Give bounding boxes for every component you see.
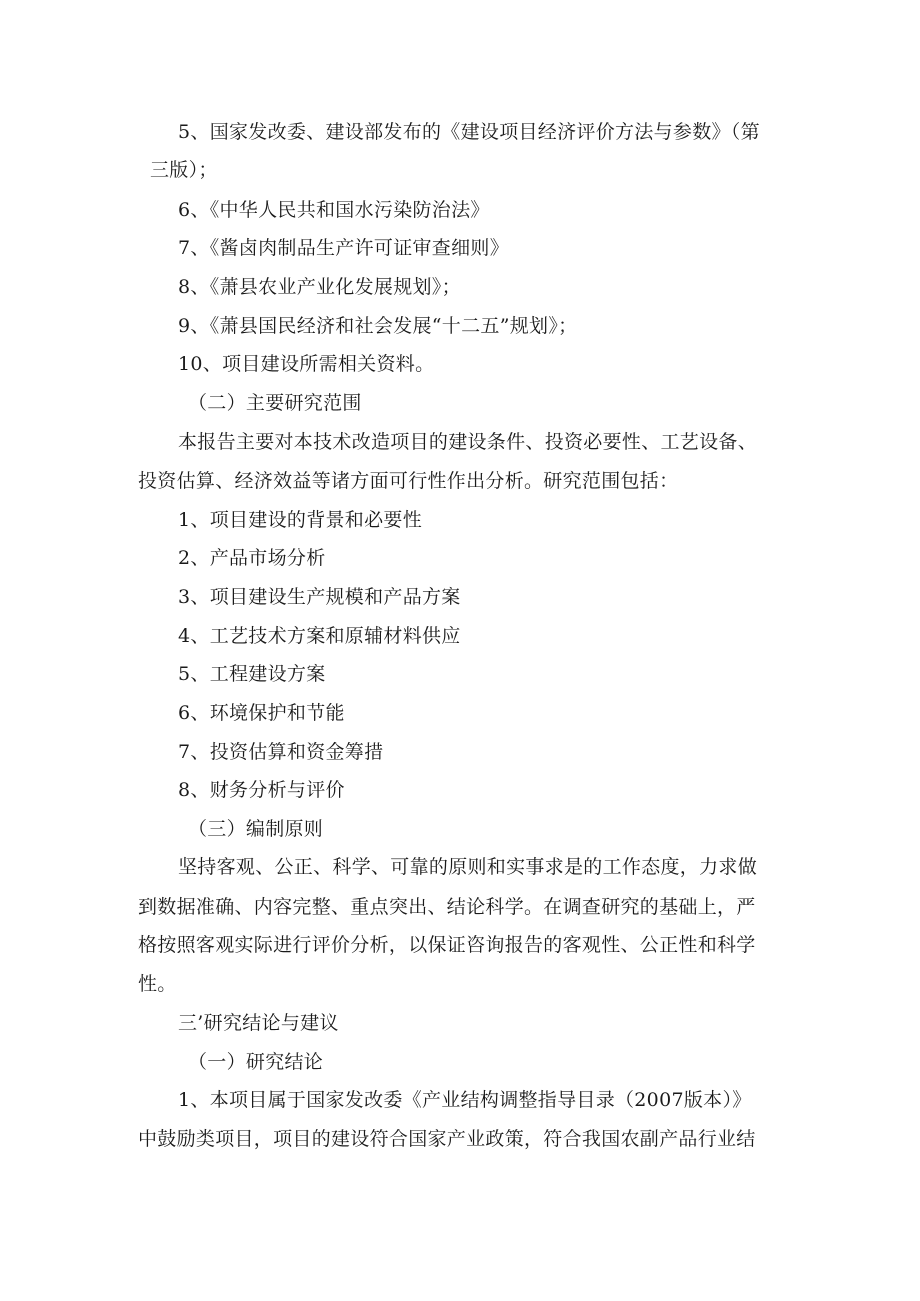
text-line: 10、项目建设所需相关资料。 <box>178 353 435 375</box>
list-item: 8、财务分析与评价 <box>178 779 345 801</box>
text-line: 三版）； <box>150 159 218 181</box>
text-line: 1、本项目属于国家发改委《产业结构调整指导目录（2007版本）》 <box>178 1089 752 1111</box>
text-line: 8、《萧县农业产业化发展规划》； <box>178 276 461 298</box>
text-line: 投资估算、经济效益等诸方面可行性作出分析。研究范围包括： <box>138 470 679 492</box>
text-line: 7、《酱卤肉制品生产许可证审查细则》 <box>178 237 509 259</box>
text-line: 性。 <box>138 973 177 995</box>
text-line: 中鼓励类项目，项目的建设符合国家产业政策，符合我国农副产品行业结 <box>138 1128 756 1150</box>
list-item: 4、工艺技术方案和原辅材料供应 <box>178 625 461 647</box>
list-item: 7、投资估算和资金筹措 <box>178 741 384 763</box>
text-line: 到数据准确、内容完整、重点突出、结论科学。在调查研究的基础上，严 <box>138 896 756 918</box>
list-item: 2、产品市场分析 <box>178 547 326 569</box>
list-item: 5、工程建设方案 <box>178 663 326 685</box>
text-line: 坚持客观、公正、科学、可靠的原则和实事求是的工作态度，力求做 <box>178 856 758 878</box>
section-heading: （一）研究结论 <box>188 1051 324 1073</box>
text-line: 本报告主要对本技术改造项目的建设条件、投资必要性、工艺设备、 <box>178 431 758 453</box>
section-heading: 三’研究结论与建议 <box>178 1012 339 1034</box>
list-item: 1、项目建设的背景和必要性 <box>178 509 422 531</box>
text-line: 格按照客观实际进行评价分析，以保证咨询报告的客观性、公正性和科学 <box>138 934 756 956</box>
list-item: 3、项目建设生产规模和产品方案 <box>178 586 461 608</box>
section-heading: （三）编制原则 <box>188 818 324 840</box>
text-line: 6、《中华人民共和国水污染防治法》 <box>178 199 490 221</box>
list-item: 6、环境保护和节能 <box>178 702 345 724</box>
text-line: 5、国家发改委、建设部发布的《建设项目经济评价方法与参数》（第 <box>178 121 760 143</box>
text-line: 9、《萧县国民经济和社会发展“十二五”规划》； <box>178 315 578 337</box>
section-heading: （二）主要研究范围 <box>188 392 362 414</box>
